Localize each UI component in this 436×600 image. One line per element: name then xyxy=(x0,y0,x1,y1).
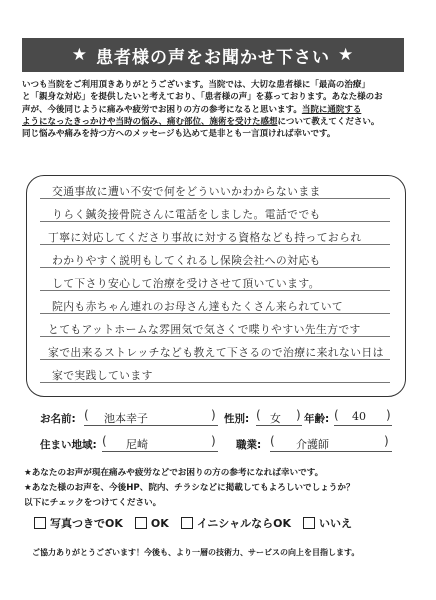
footer-text: ご協力ありがとうございます！今後も、より一層の技術力、サービスの向上を目指します。 xyxy=(32,548,360,557)
age-underline xyxy=(334,425,392,426)
intro-line: と「親身な対応」を提供したいと考えており、「患者様の声」を募っております。あなた様のお xyxy=(22,92,383,103)
name-underline xyxy=(84,425,218,426)
handwritten-line: りらく鍼灸接骨院さんに電話をしました。電話ででも xyxy=(52,208,321,221)
intro-underline: ようになったきっかけや当時の悩み、痛む部位、施術を受けた感想 xyxy=(22,116,278,127)
gender-label: 性別: xyxy=(224,413,250,425)
handwritten-line: 院内も赤ちゃん連れのお母さん達もたくさん来られていて xyxy=(52,300,344,313)
name-label: お名前: xyxy=(40,413,76,425)
paren-open: ( xyxy=(256,408,261,422)
paren-close: ) xyxy=(384,434,389,448)
option-label: イニシャルならOK xyxy=(196,517,291,530)
option-initial-ok[interactable] xyxy=(181,515,291,531)
note-text: 以下にチェックをつけてください。 xyxy=(24,498,162,508)
job-label: 職業: xyxy=(236,439,262,451)
intro-line xyxy=(22,116,412,128)
option-label: いいえ xyxy=(318,517,352,530)
area-underline xyxy=(102,451,218,452)
intro-underline: 当院に通院する xyxy=(301,104,362,115)
page-title: 患者様の声をお聞かせ下さい xyxy=(96,47,330,68)
intro-line: いつも当院をご利用頂きありがとうございます。当院では、大切な患者様に「最高の治療」 xyxy=(22,80,370,90)
intro-text-part: について教えてください。 xyxy=(277,116,380,127)
handwritten-line: わかりやすく説明もしてくれるし保険会社への対応も xyxy=(52,254,321,267)
age-label: 年齢: xyxy=(304,413,330,425)
gender-value: 女 xyxy=(270,412,281,425)
paren-open: ( xyxy=(334,408,339,422)
paren-open: ( xyxy=(102,434,107,448)
checkbox-icon[interactable] xyxy=(135,517,147,529)
option-photo-ok[interactable] xyxy=(34,515,123,531)
intro-line: 同じ悩みや痛みを持つ方へのメッセージも込めて是非とも一言頂ければ幸いです。 xyxy=(22,129,336,140)
paren-close: ) xyxy=(211,408,216,422)
star-icon: ★ xyxy=(338,45,355,65)
paren-close: ) xyxy=(386,408,391,422)
intro-line xyxy=(22,104,412,116)
handwritten-line: 丁寧に対応してくださり事故に対する資格なども持っておられ xyxy=(48,231,362,244)
option-label: 写真つきでOK xyxy=(50,517,123,530)
checkbox-icon[interactable] xyxy=(181,517,193,529)
area-value: 尼崎 xyxy=(126,438,148,451)
option-ok[interactable] xyxy=(135,517,169,530)
age-value: 40 xyxy=(352,410,366,423)
intro-text xyxy=(22,79,412,140)
title-banner xyxy=(22,38,404,72)
handwritten-line: とてもアットホームな雰囲気で気さくで喋りやすい先生方です xyxy=(48,323,361,336)
note-text: ★あなた様のお声を、今後HP、院内、チラシなどに掲載してもよろしいでしょうか？ xyxy=(24,483,355,493)
handwritten-line: 交通事故に遭い不安で何をどういいかわからないまま xyxy=(52,185,321,198)
handwritten-line: して下さり安心して治療を受けさせて頂いています。 xyxy=(52,277,320,290)
checkbox-icon[interactable] xyxy=(303,517,315,529)
paren-close: ) xyxy=(296,408,301,422)
paren-open: ( xyxy=(270,434,275,448)
permission-options xyxy=(34,515,352,531)
handwritten-line: 家で出来るストレッチなども教えて下さるので治療に来れない日は xyxy=(48,346,384,359)
option-no[interactable] xyxy=(303,515,352,531)
handwritten-line: 家で実践しています xyxy=(52,369,153,382)
paren-open: ( xyxy=(84,408,89,422)
note-text: ★あなたのお声が現在痛みや疲労などでお困りの方の参考になれば幸いです。 xyxy=(24,468,324,478)
option-label: OK xyxy=(150,516,169,530)
name-value: 池本幸子 xyxy=(104,412,148,425)
checkbox-icon[interactable] xyxy=(34,517,46,529)
star-icon: ★ xyxy=(71,45,88,65)
intro-text-part: 声が、今後同じように痛みや疲労でお困りの方の参考になると思います。 xyxy=(22,104,302,115)
job-underline xyxy=(270,451,392,452)
job-value: 介護師 xyxy=(296,438,329,451)
paren-close: ) xyxy=(211,434,216,448)
area-label: 住まい地域: xyxy=(40,439,97,451)
gender-underline xyxy=(256,425,302,426)
